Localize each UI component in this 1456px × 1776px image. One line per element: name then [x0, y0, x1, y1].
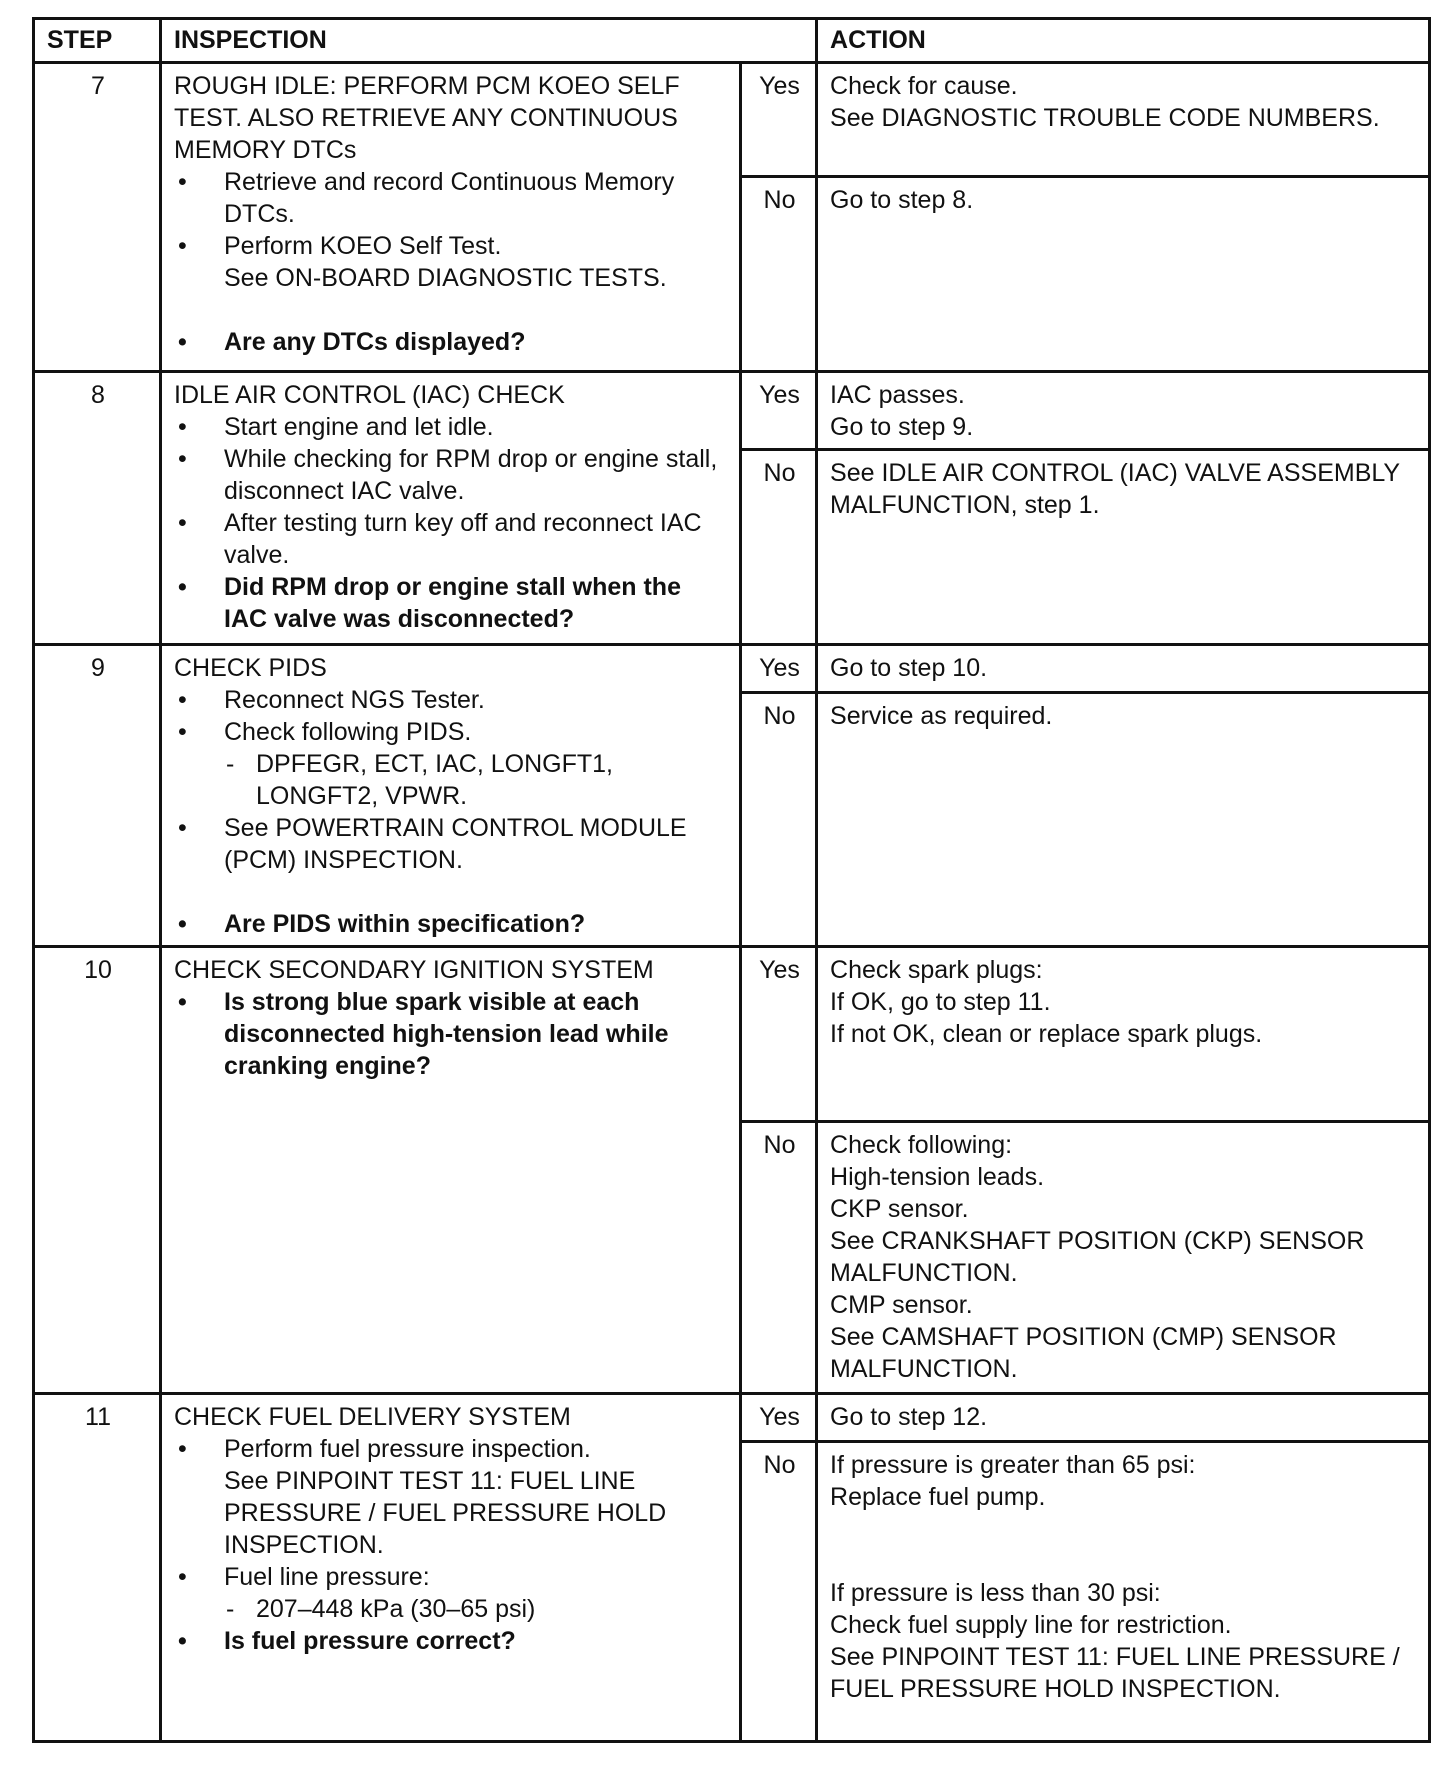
no-action [817, 177, 1430, 372]
inspection-title: CHECK SECONDARY IGNITION SYSTEM [174, 956, 654, 984]
action-line: If OK, go to step 11. [830, 988, 1051, 1016]
sub-items [224, 748, 729, 812]
header-inspection: INSPECTION [161, 19, 817, 63]
item-text: • Are PIDS within specification? [224, 910, 586, 938]
yes-label: Yes [741, 372, 817, 450]
inspection-question [174, 571, 729, 635]
header-action: ACTION [817, 19, 1430, 63]
step-number: 11 [34, 1394, 161, 1742]
action-line: Check fuel supply line for restriction. [830, 1611, 1232, 1639]
step-number: 7 [34, 63, 161, 372]
inspection-item [174, 411, 729, 443]
item-text: • Is fuel pressure correct? [224, 1627, 516, 1655]
item-text: • After testing turn key off and reconnect IAC valve. [224, 509, 702, 569]
yes-action [817, 1394, 1430, 1442]
action-line: Replace fuel pump. [830, 1483, 1046, 1511]
yes-label: Yes [741, 1394, 817, 1442]
item-text: • Check following PIDS. [224, 718, 472, 746]
item-text: See ON-BOARD DIAGNOSTIC TESTS. [224, 264, 667, 292]
action-line: Go to step 8. [830, 186, 974, 214]
no-label: No [741, 450, 817, 645]
action-line: High-tension leads. [830, 1163, 1045, 1191]
action-line: CKP sensor. [830, 1195, 969, 1223]
sub-item: - 207–448 kPa (30–65 psi) [224, 1593, 729, 1625]
yes-action [817, 63, 1430, 177]
action-line: Go to step 12. [830, 1403, 988, 1431]
item-text: • See POWERTRAIN CONTROL MODULE (PCM) INSPECTION. [224, 814, 687, 874]
inspection-question [174, 326, 729, 358]
step-10-yes-row [34, 947, 1430, 1122]
inspection-question [174, 1625, 729, 1657]
no-action [817, 1442, 1430, 1742]
inspection-item [174, 507, 729, 571]
no-action [817, 450, 1430, 645]
step-8-yes-row [34, 372, 1430, 450]
action-line: Go to step 9. [830, 413, 974, 441]
item-text: • Retrieve and record Continuous Memory DTCs. [224, 168, 675, 228]
action-line: See CRANKSHAFT POSITION (CKP) SENSOR MALFUNCTION. [830, 1227, 1365, 1287]
action-line: See IDLE AIR CONTROL (IAC) VALVE ASSEMBLY MALFUNCTION, step 1. [830, 459, 1400, 519]
inspection-item [174, 1561, 729, 1625]
action-line: If pressure is less than 30 psi: [830, 1579, 1161, 1607]
inspection-title: CHECK FUEL DELIVERY SYSTEM [174, 1403, 571, 1431]
diagnostic-table [32, 17, 1431, 1743]
action-line: Go to step 10. [830, 654, 988, 682]
item-text: • Is strong blue spark visible at each disconnected high-tension lead while cranking engine? [224, 988, 669, 1080]
inspection-items [174, 684, 729, 940]
inspection-title: IDLE AIR CONTROL (IAC) CHECK [174, 381, 565, 409]
item-text: See PINPOINT TEST 11: FUEL LINE PRESSURE / FUEL PRESSURE HOLD INSPECTION. [224, 1467, 667, 1559]
no-label: No [741, 693, 817, 947]
inspection-items [174, 166, 729, 358]
action-line: If not OK, clean or replace spark plugs. [830, 1020, 1263, 1048]
item-text: • Fuel line pressure: [224, 1563, 430, 1591]
action-line: Check for cause. [830, 72, 1018, 100]
item-text: • Perform KOEO Self Test. [224, 232, 502, 260]
action-line: See CAMSHAFT POSITION (CMP) SENSOR MALFUNCTION. [830, 1323, 1337, 1383]
inspection-items [174, 411, 729, 635]
action-line: Check spark plugs: [830, 956, 1043, 984]
yes-label: Yes [741, 645, 817, 693]
inspection-title: ROUGH IDLE: PERFORM PCM KOEO SELF TEST. ALSO RETRIEVE ANY CONTINUOUS MEMORY DTCs [174, 72, 680, 164]
item-text: • Did RPM drop or engine stall when the IAC valve was disconnected? [224, 573, 681, 633]
inspection-cell [161, 372, 741, 645]
action-line: See PINPOINT TEST 11: FUEL LINE PRESSURE / FUEL PRESSURE HOLD INSPECTION. [830, 1643, 1400, 1703]
item-text: • Perform fuel pressure inspection. [224, 1435, 591, 1463]
no-action [817, 1122, 1430, 1394]
item-text: • While checking for RPM drop or engine stall, disconnect IAC valve. [224, 445, 718, 505]
inspection-item [174, 166, 729, 230]
item-text: • Are any DTCs displayed? [224, 328, 526, 356]
action-line: CMP sensor. [830, 1291, 973, 1319]
yes-label: Yes [741, 63, 817, 177]
inspection-cell [161, 947, 741, 1394]
no-label: No [741, 177, 817, 372]
step-7-yes-row [34, 63, 1430, 177]
step-number: 9 [34, 645, 161, 947]
inspection-item [174, 684, 729, 716]
no-action [817, 693, 1430, 947]
no-label: No [741, 1442, 817, 1742]
action-line: See DIAGNOSTIC TROUBLE CODE NUMBERS. [830, 104, 1380, 132]
header-row [34, 19, 1430, 63]
yes-action [817, 372, 1430, 450]
step-number: 10 [34, 947, 161, 1394]
no-label: No [741, 1122, 817, 1394]
inspection-cell [161, 63, 741, 372]
yes-action [817, 645, 1430, 693]
sub-items [224, 1593, 729, 1625]
step-9-yes-row [34, 645, 1430, 693]
inspection-items [174, 986, 729, 1082]
item-text: • Reconnect NGS Tester. [224, 686, 485, 714]
yes-label: Yes [741, 947, 817, 1122]
inspection-item [174, 716, 729, 812]
inspection-cell [161, 1394, 741, 1742]
inspection-cell [161, 645, 741, 947]
inspection-title: CHECK PIDS [174, 654, 327, 682]
action-line: IAC passes. [830, 381, 965, 409]
step-number: 8 [34, 372, 161, 645]
inspection-item [174, 443, 729, 507]
inspection-question [174, 986, 729, 1082]
item-text: • Start engine and let idle. [224, 413, 494, 441]
inspection-items [174, 1433, 729, 1657]
action-line: Service as required. [830, 702, 1053, 730]
inspection-question [174, 908, 729, 940]
header-step: STEP [34, 19, 161, 63]
inspection-item [174, 1433, 729, 1561]
inspection-item [174, 230, 729, 294]
inspection-item [174, 812, 729, 876]
step-11-yes-row [34, 1394, 1430, 1442]
yes-action [817, 947, 1430, 1122]
sub-item: - DPFEGR, ECT, IAC, LONGFT1, LONGFT2, VPWR. [224, 748, 729, 812]
action-line: If pressure is greater than 65 psi: [830, 1451, 1196, 1479]
action-line: Check following: [830, 1131, 1013, 1159]
